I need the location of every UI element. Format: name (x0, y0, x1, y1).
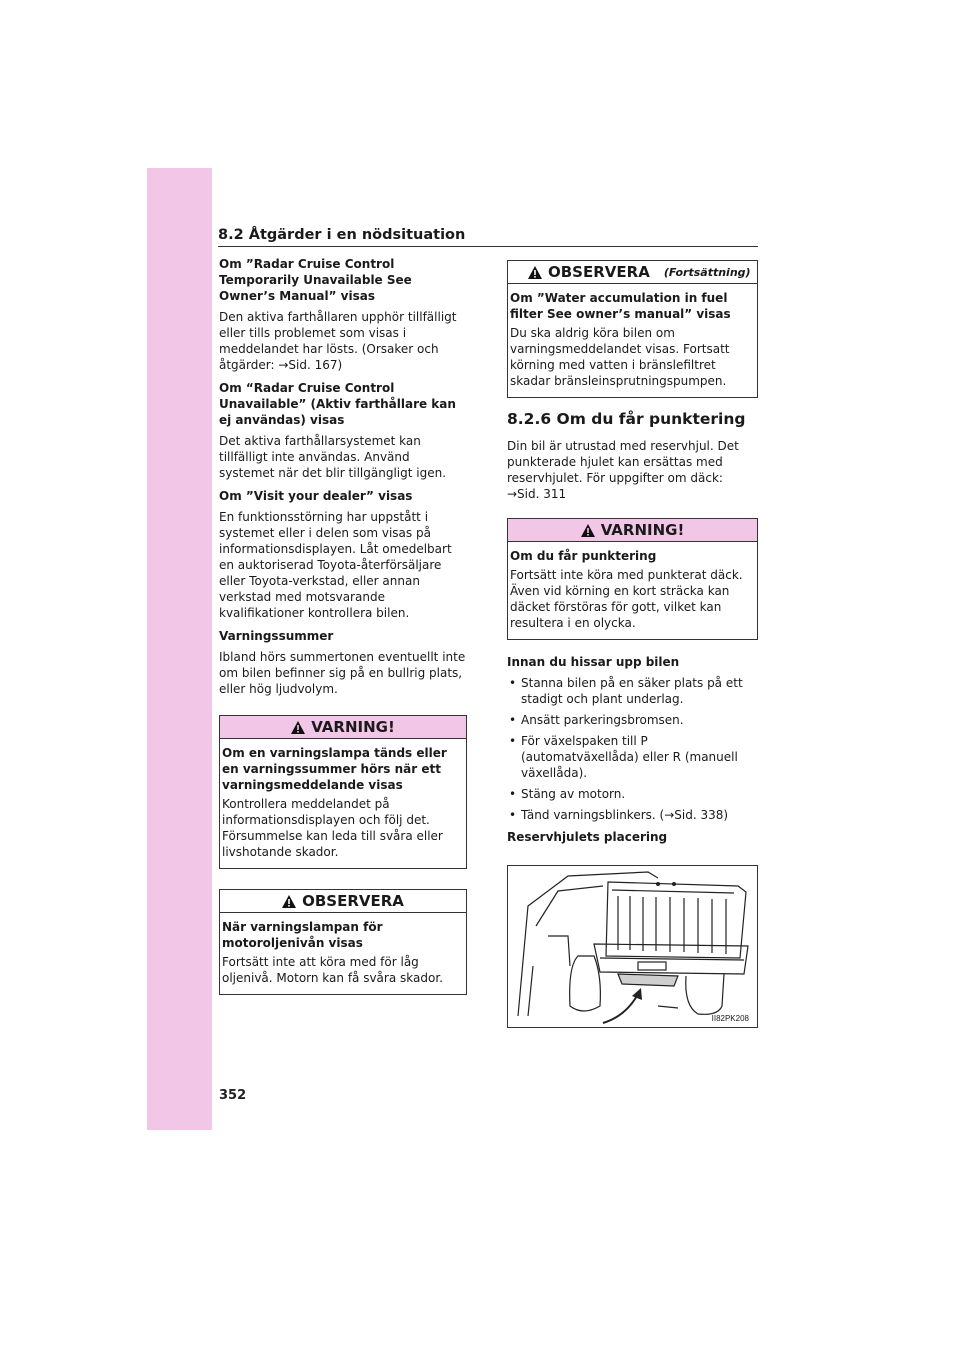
warning-box-right (507, 518, 758, 640)
heading-visit-dealer: Om ”Visit your dealer” visas (219, 489, 413, 503)
note-box-continued-header (508, 261, 757, 284)
note-box-continued-title: OBSERVERA (548, 263, 650, 281)
warning-box-title: VARNING! (311, 718, 395, 736)
warning-box-heading: Om en varningslampa tänds eller en varningssummer hörs när ett varningsmeddelande visas (222, 746, 447, 792)
note-box-heading: När varningslampan för motoroljenivån visas (222, 920, 383, 950)
before-jacking-list (507, 675, 758, 823)
figure-code: II82PK208 (711, 1014, 749, 1023)
spare-tire-location-figure (507, 865, 758, 1028)
note-box-continued (507, 260, 758, 398)
section-header (218, 224, 758, 247)
note-box-continued-text: Du ska aldrig köra bilen om varningsmeddelandet visas. Fortsatt körning med vatten i bränslefiltret skadar bränsleinsprutningspumpen. (510, 326, 730, 388)
text-warning-buzzer: Ibland hörs summertonen eventuellt inte om bilen befinner sig på en bullrig plats, eller hög ljudvolym. (219, 650, 466, 696)
caution-triangle-icon (282, 895, 296, 908)
warning-box-header (508, 519, 757, 542)
page-number: 352 (219, 1088, 247, 1103)
right-column (507, 260, 758, 1028)
section-header-title: 8.2 Åtgärder i en nödsituation (218, 227, 466, 243)
pickup-truck-rear-illustration (508, 866, 757, 1027)
text-radar-unavailable: Det aktiva farthållarsystemet kan tillfälligt inte användas. Använd systemet när det blir tillgängligt igen. (219, 434, 447, 480)
heading-spare-location: Reservhjulets placering (507, 830, 668, 844)
caution-triangle-icon (528, 266, 542, 279)
warning-triangle-icon (581, 524, 595, 537)
heading-radar-temporarily-unavailable: Om ”Radar Cruise Control Temporarily Unavailable See Owner’s Manual” visas (219, 257, 412, 303)
list-item: • För växelspaken till P (automatväxellåda) eller R (manuell växellåda). (507, 733, 758, 781)
warning-box-text: Kontrollera meddelandet på informationsdisplayen och följ det. Försummelse kan leda till svåra eller livshotande skador. (222, 797, 443, 859)
list-item: • Ansätt parkeringsbromsen. (507, 712, 758, 728)
warning-box-header (220, 716, 466, 739)
heading-warning-buzzer: Varningssummer (219, 629, 334, 643)
heading-before-jacking: Innan du hissar upp bilen (507, 655, 680, 669)
section-title-flat-tire: 8.2.6 Om du får punktering (507, 410, 746, 428)
note-box-left (219, 889, 467, 995)
list-item: • Stanna bilen på en säker plats på ett stadigt och plant underlag. (507, 675, 758, 707)
text-radar-temporarily-unavailable: Den aktiva farthållaren upphör tillfälligt eller tills problemet som visas i meddelandet har lösts. (Orsaker och åtgärder: →Sid. 167) (219, 310, 457, 372)
note-box-text: Fortsätt inte att köra med för låg oljenivå. Motorn kan få svåra skador. (222, 955, 443, 985)
warning-box-heading: Om du får punktering (510, 549, 657, 563)
chapter-sidebar-tab (147, 168, 212, 1130)
warning-triangle-icon (291, 721, 305, 734)
note-box-header (220, 890, 466, 913)
continued-label: (Fortsättning) (663, 265, 751, 279)
note-box-continued-heading: Om ”Water accumulation in fuel filter See owner’s manual” visas (510, 291, 731, 321)
heading-radar-unavailable: Om “Radar Cruise Control Unavailable” (Aktiv farthållare kan ej användas) visas (219, 381, 456, 427)
warning-box-left (219, 715, 467, 869)
text-flat-tire-intro: Din bil är utrustad med reservhjul. Det punkterade hjulet kan ersättas med reservhjulet. För uppgifter om däck: →Sid. 311 (507, 439, 739, 501)
left-column (219, 256, 467, 1015)
text-visit-dealer: En funktionsstörning har uppstått i systemet eller i delen som visas på informationsdisplayen. Låt omedelbart en auktoriserad Toyota-återförsäljare eller Toyota-verkstad, eller annan verkstad med motsvarande kvalifikationer kontrollera bilen. (219, 510, 452, 620)
note-box-title: OBSERVERA (302, 892, 404, 910)
warning-box-text: Fortsätt inte köra med punkterat däck. Även vid körning en kort sträcka kan däcket förstöras för gott, vilket kan resultera i en olycka. (510, 568, 743, 630)
warning-box-title: VARNING! (600, 521, 685, 539)
list-item: • Stäng av motorn. (507, 786, 758, 802)
list-item: • Tänd varningsblinkers. (→Sid. 338) (507, 807, 758, 823)
